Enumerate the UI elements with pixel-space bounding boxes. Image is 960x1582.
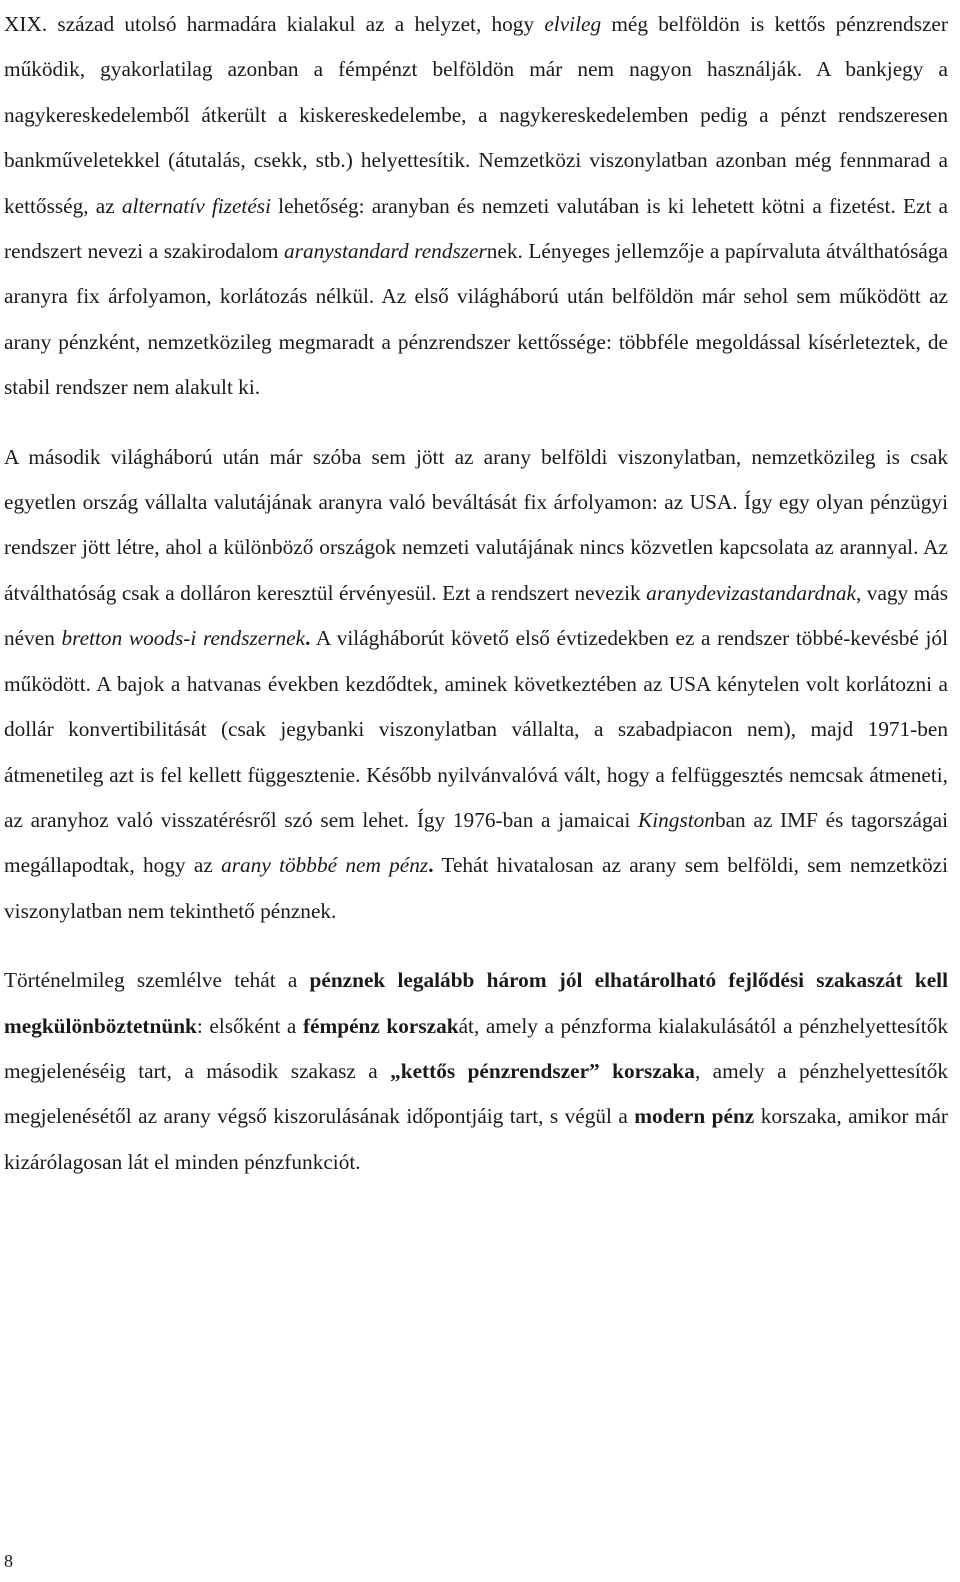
document-page — [4, 2, 948, 1185]
text-run: korszaka, amikor már kizárólagosan lát el minden pénzfunkciót. — [4, 1104, 948, 1174]
italic-text-run: Kingston — [638, 807, 715, 832]
text-run: Történelmileg szemlélve tehát a — [4, 968, 310, 993]
text-run: A világháborút követő első évtizedekben ez a rendszer többé-kevésbé jól működött. A bajok a hatvanas években kezdődtek, aminek következtében az USA kénytelen volt korlátozni a dollár konvertibilitását (csak jegybanki viszonylatban vállalta, a szabadpiacon nem), majd 1971-ben átmenetileg azt is fel kellett függesztenie. Később nyilvánvalóvá vált, hogy a felfüggesztés nemcsak átmeneti, az aranyhoz való visszatérésről szó sem lehet. Így 1976-ban a jamaicai — [4, 626, 949, 832]
text-run: XIX. század utolsó harmadára kialakul az a helyzet, hogy — [4, 12, 545, 36]
italic-text-run: é nem pénz — [327, 853, 429, 878]
italic-text-run: aranystandard rendszer — [284, 239, 487, 264]
text-run: , amely a pénzhelyettesítők megjelenésétől az arany végső kiszorulásának időpontjáig tart, s végül a — [4, 1058, 949, 1129]
bold-text-run: . — [428, 853, 434, 878]
paragraph-money-eras — [4, 958, 948, 1185]
text-run: lehetőség: aranyban és nemzeti valutában is ki lehetett kötni a fizetést. Ezt a rendszert nevezi a szakirodalom — [4, 193, 948, 264]
text-run: át, amely a pénzforma kialakulásától a pénzhelyettesítők megjelenéséig tart, a második szakasz a — [4, 1013, 948, 1083]
text-run: : elsőként a — [196, 1013, 303, 1038]
page-number: 8 — [4, 1551, 13, 1571]
paragraph-gold-standard — [4, 2, 948, 411]
italic-text-run: bretton woods-i rendszernek — [61, 626, 306, 651]
italic-text-run: b — [316, 853, 328, 878]
paragraph-bretton-woods — [4, 435, 948, 934]
italic-text-run: elvileg — [544, 12, 602, 36]
text-run: nek. Lényeges jellemzője a papírvaluta átválthatósága aranyra fix árfolyamon, korlátozás nélkül. Az első világháború után belföldön már sehol sem működött az arany pénzként, nemzetközileg megmaradt a pénzrendszer kettőssége: többféle megoldással kísérleteztek, de stabil rendszer nem alakult ki. — [4, 239, 948, 400]
italic-text-run: alternatív fizetési — [121, 193, 271, 218]
bold-text-run: „kettős pénzrendszer” korszaka — [390, 1058, 695, 1083]
text-run: még belföldön is kettős pénzrendszer működik, gyakorlatilag azonban a fémpénzt belföldön már nem nagyon használják. A bankjegy a nagykereskedelemből átkerült a kiskereskedelembe, a nagykereskedelemben pedig a pénzt rendszeresen bankműveletekkel (átutalás, csekk, stb.) helyettesítik. Nemzetközi viszonylatban azonban még fennmarad a kettősség, az — [4, 12, 948, 218]
text-run: A második világháború után már szóba sem jött az arany belföldi viszonylatban, nemzetközileg is csak egyetlen ország vállalta valutájának aranyra való beváltását fix árfolyamon: az USA. Így egy olyan pénzügyi rendszer jött létre, ahol a különböző országok nemzeti valutájának nincs közvetlen kapcsolata az arannyal. Az átválthatóság csak a dolláron keresztül érvényesül. Ezt a rendszert nevezik — [4, 444, 948, 605]
bold-text-run: fémpénz korszak — [302, 1013, 459, 1038]
text-run: , vagy más néven — [4, 580, 948, 651]
italic-text-run: arany több — [221, 853, 317, 878]
bold-text-run: pénznek legalább három jól elhatárolható fejlődési szakaszát kell megkülönböztetnünk — [4, 968, 948, 1038]
bold-text-run: modern pénz — [634, 1104, 755, 1129]
text-run: Tehát hivatalosan az arany sem belföldi, sem nemzetközi viszonylatban nem tekinthető pénznek. — [4, 853, 949, 923]
text-run: ban az IMF és tagországai megállapodtak, hogy az — [4, 807, 948, 878]
bold-text-run: . — [305, 626, 311, 651]
italic-text-run: aranydevizastandardnak — [646, 580, 856, 605]
